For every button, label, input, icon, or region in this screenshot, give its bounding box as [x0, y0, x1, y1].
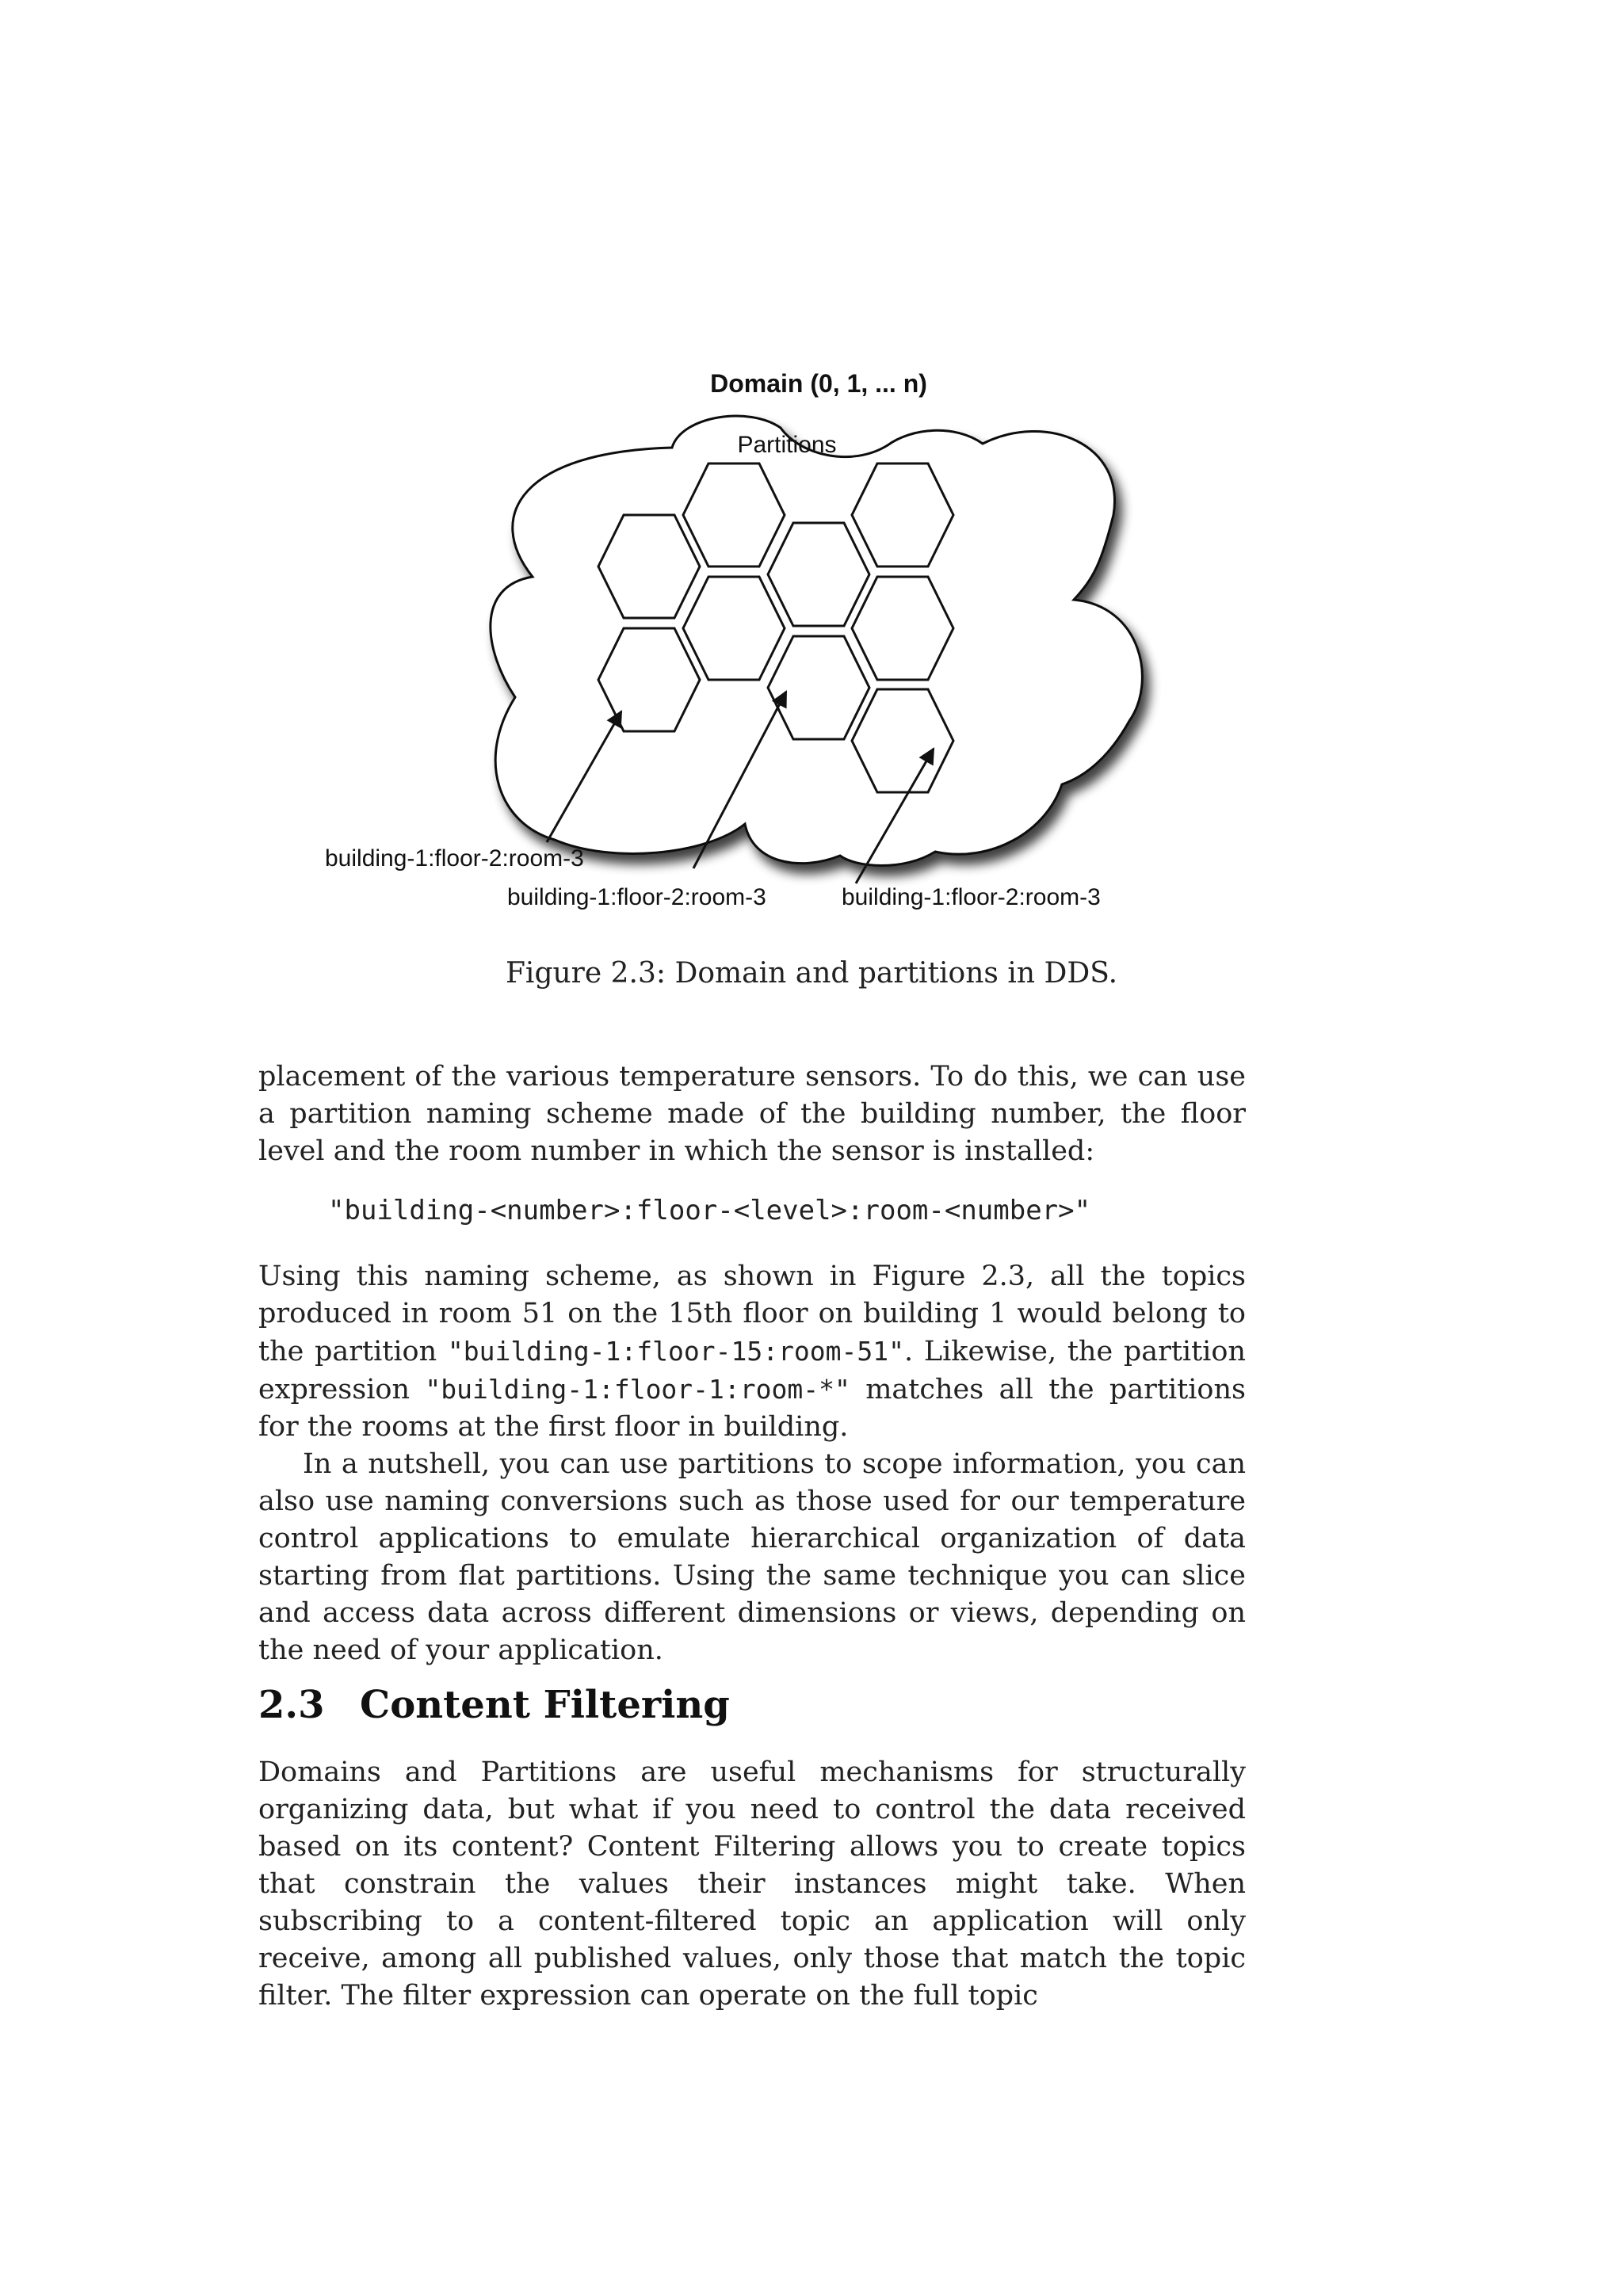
paragraph-1	[258, 1058, 1246, 1170]
paragraph-text	[258, 1258, 1246, 1446]
figure-caption: Figure 2.3: Domain and partitions in DDS.	[505, 957, 1118, 990]
domain-label: Domain (0, 1, ... n)	[710, 369, 927, 398]
paragraph-4	[258, 1754, 1246, 2015]
domain-cloud-diagram	[0, 0, 1623, 951]
section-heading	[258, 1683, 730, 1727]
paragraph-text: Domains and Partitions are useful mechanisms for structurally organizing data, but what if you need to control the data received based on its content? Content Filtering allows you to create topics that constrain the values their instances might take. When subscribing to a content-filtered topic an application will only receive, among all published values, only those that match the topic filter. The filter expression can operate on the full topic	[258, 1756, 1246, 2012]
section-number: 2.3	[258, 1683, 325, 1727]
text-run: Using this naming scheme, as shown in Figure 2.3, all the topics produced in room 51 on the 15th floor on building 1 would belong to the partition	[258, 1261, 1246, 1367]
inline-code: "building-1:floor-15:room-51"	[447, 1336, 905, 1367]
text-run: matches all the partitions for the rooms at the first floor in building.	[258, 1374, 1247, 1443]
figure-domain-partitions	[0, 0, 1623, 1030]
partition-name-label: building-1:floor-2:room-3	[507, 884, 766, 910]
partition-name-label: building-1:floor-2:room-3	[842, 884, 1101, 910]
inline-code: "building-1:floor-1:room-*"	[425, 1374, 850, 1405]
partition-name-label: building-1:floor-2:room-3	[325, 845, 584, 871]
paragraph-text: placement of the various temperature sensors. To do this, we can use a partition naming scheme made of the building number, the floor level and the room number in which the sensor is installed:	[258, 1061, 1246, 1167]
partitions-label: Partitions	[737, 432, 837, 458]
paragraph-2	[258, 1258, 1246, 1669]
paragraph-text: In a nutshell, you can use partitions to scope information, you can also use naming conversions such as those used for our temperature control applications to emulate hierarchical organization of data starting from flat partitions. Using the same technique you can slice and access data across different dimensions or views, depending on the need of your application.	[258, 1448, 1246, 1666]
partition-scheme-code: "building-<number>:floor-<level>:room-<number>"	[328, 1195, 1091, 1226]
section-title: Content Filtering	[360, 1683, 730, 1727]
text-run: . Likewise, the partition expression	[258, 1336, 1246, 1405]
